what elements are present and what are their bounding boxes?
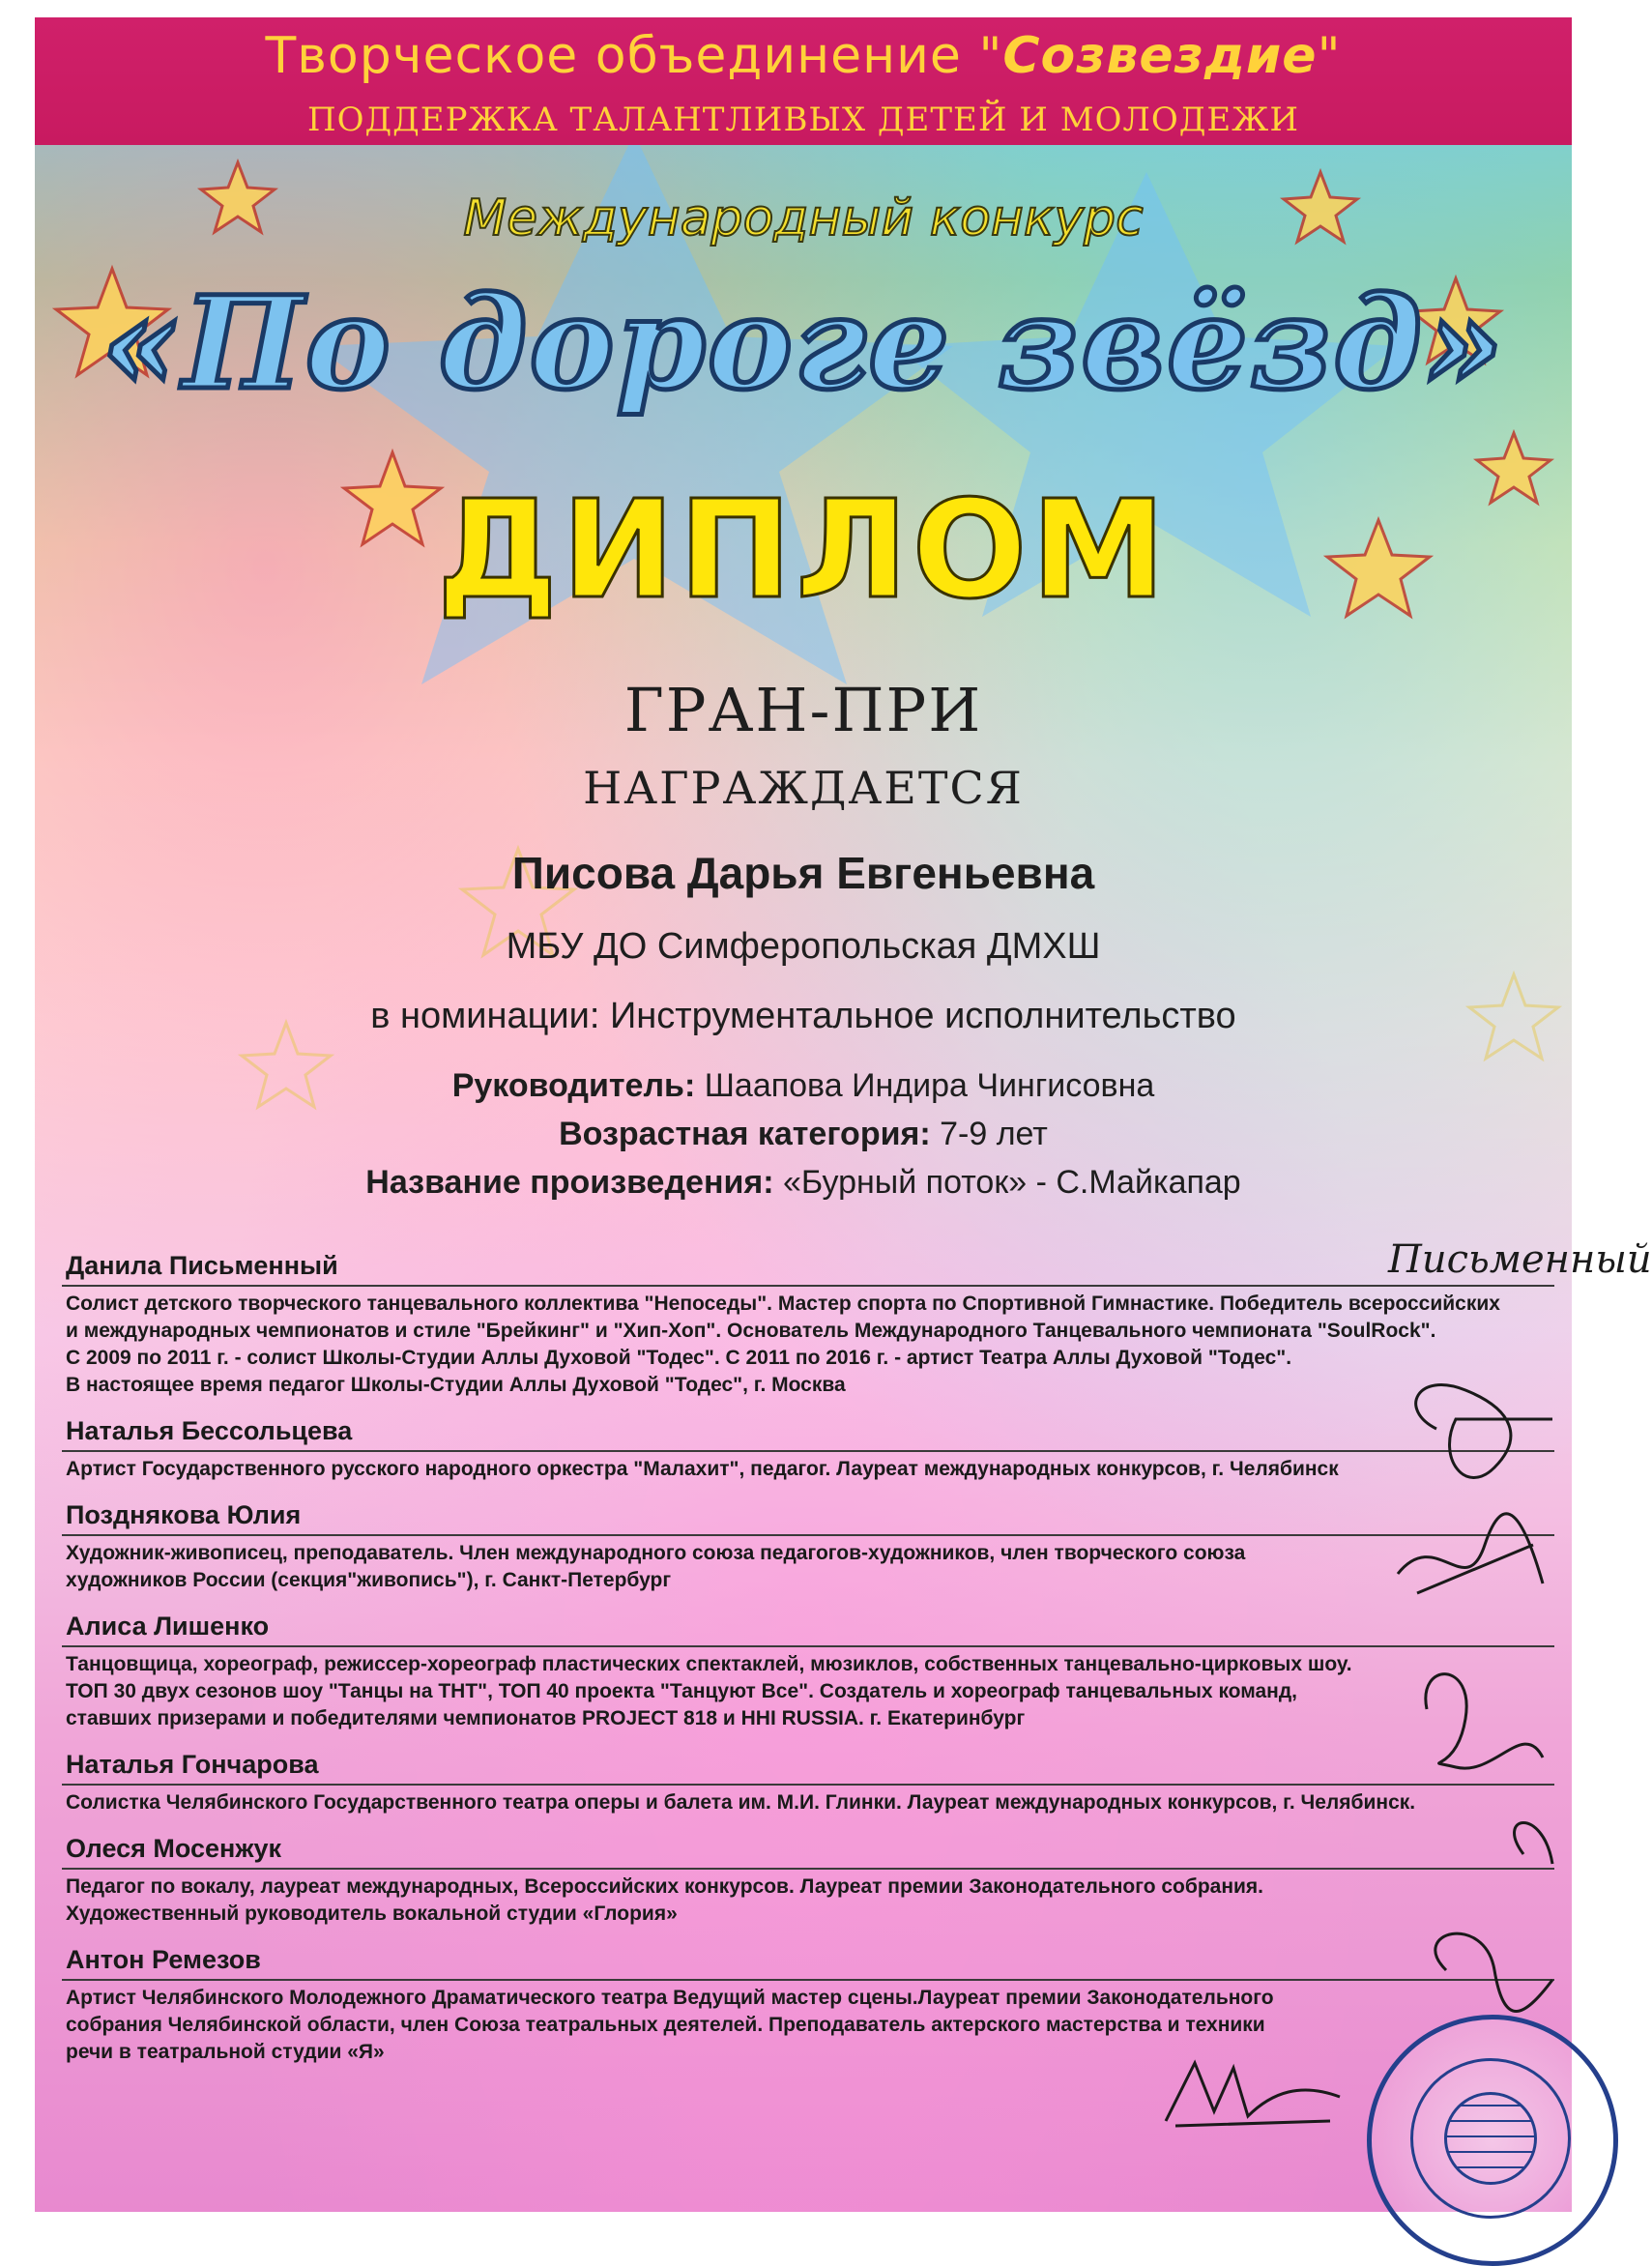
age-label: Возрастная категория: [559, 1116, 931, 1152]
recipient-school: МБУ ДО Симферопольская ДМХШ [506, 926, 1101, 967]
jury-item [62, 1612, 1570, 1732]
award-title: ГРАН-ПРИ [623, 675, 983, 745]
jury-description: Танцовщица, хореограф, режиссер-хореограф пластических спектаклей, мюзиклов, собственных танцевально-цирковых шоу. ТОП 30 двух сезонов шоу "Танцы на ТНТ", ТОП 40 проекта "Танцуют Все". Создатель и хореограф танцевальных команд, ставших призерами и победителями чемпионатов PROJECT 818 и HHI RUSSIA. г. Екатеринбург [66, 1653, 1352, 1729]
jury-item [62, 1834, 1570, 1928]
organization-title: Творческое объединение "Созвездие" [265, 27, 1342, 85]
jury-description: Солист детского творческого танцевального коллектива "Непоседы". Мастер спорта по Спортивной Гимнастике. Победитель всероссийских и международных чемпионатов и стиле "Брейкинг" и "Хип-Хоп". Основатель Международного Танцевального чемпионата "SoulRock". С 2009 по 2011 г. - солист Школы-Студии Аллы Духовой "Тодес". С 2011 по 2016 г. - артист Театра Аллы Духовой "Тодес". В настоящее время педагог Школы-Студии Аллы Духовой "Тодес", г. Москва [66, 1293, 1500, 1396]
jury-name: Позднякова Юлия [62, 1500, 1554, 1536]
contest-name: «По дороге звёзд» [101, 269, 1506, 419]
jury-name: Олеся Мосенжук [62, 1834, 1554, 1870]
piece-value: «Бурный поток» - С.Майкапар [773, 1164, 1241, 1201]
jury-name: Наталья Гончарова [62, 1750, 1554, 1786]
globe-icon [1444, 2092, 1537, 2185]
piece-line [35, 1164, 1572, 1202]
awarded-text: НАГРАЖДАЕТСЯ [583, 762, 1024, 814]
jury-list [62, 1251, 1570, 2083]
jury-item [62, 1945, 1570, 2066]
leader-value: Шаапова Индира Чингисовна [695, 1067, 1155, 1104]
organization-subtitle: ПОДДЕРЖКА ТАЛАНТЛИВЫХ ДЕТЕЙ И МОЛОДЕЖИ [306, 101, 1300, 139]
seal-stamp [1367, 2015, 1618, 2266]
jury-name: Алиса Лишенко [62, 1612, 1554, 1647]
diploma-title: ДИПЛОМ [437, 472, 1170, 629]
jury-item [62, 1416, 1570, 1483]
contest-label: Международный конкурс [463, 189, 1144, 247]
jury-description: Художник-живописец, преподаватель. Член международного союза педагогов-художников, член творческого союза художников России (секция"живопись"), г. Санкт-Петербург [66, 1542, 1246, 1591]
nomination: в номинации: Инструментальное исполнительство [370, 996, 1236, 1036]
recipient-name: Писова Дарья Евгеньевна [511, 848, 1095, 898]
jury-description: Артист Челябинского Молодежного Драматического театра Ведущий мастер сцены.Лауреат премии Законодательного собрания Челябинской области, член Союза театральных деятелей. Преподаватель актерского мастерства и техники речи в театральной студии «Я» [66, 1987, 1274, 2063]
jury-item [62, 1251, 1570, 1399]
header-band [35, 17, 1572, 145]
jury-name: Данила Письменный [62, 1251, 1554, 1287]
piece-label: Название произведения: [365, 1164, 774, 1201]
leader-line [35, 1067, 1572, 1105]
jury-description: Педагог по вокалу, лауреат международных, Всероссийских конкурсов. Лауреат премии Законодательного собрания. Художественный руководитель вокальной студии «Глория» [66, 1875, 1264, 1925]
signature-remezov [1156, 2053, 1349, 2140]
jury-name: Антон Ремезов [62, 1945, 1554, 1981]
jury-description: Солистка Челябинского Государственного театра оперы и балета им. М.И. Глинки. Лауреат международных конкурсов, г. Челябинск. [66, 1791, 1416, 1814]
signature-pismenny: Письменный [1388, 1237, 1652, 1282]
organization-brand: Созвездие [1002, 27, 1318, 85]
jury-name: Наталья Бессольцева [62, 1416, 1554, 1452]
age-line [35, 1116, 1572, 1153]
jury-item [62, 1500, 1570, 1594]
age-value: 7-9 лет [930, 1116, 1048, 1152]
jury-item [62, 1750, 1570, 1816]
leader-label: Руководитель: [451, 1067, 696, 1104]
jury-description: Артист Государственного русского народного оркестра "Малахит", педагог. Лауреат международных конкурсов, г. Челябинск [66, 1458, 1339, 1480]
diploma-sheet [35, 17, 1652, 2212]
